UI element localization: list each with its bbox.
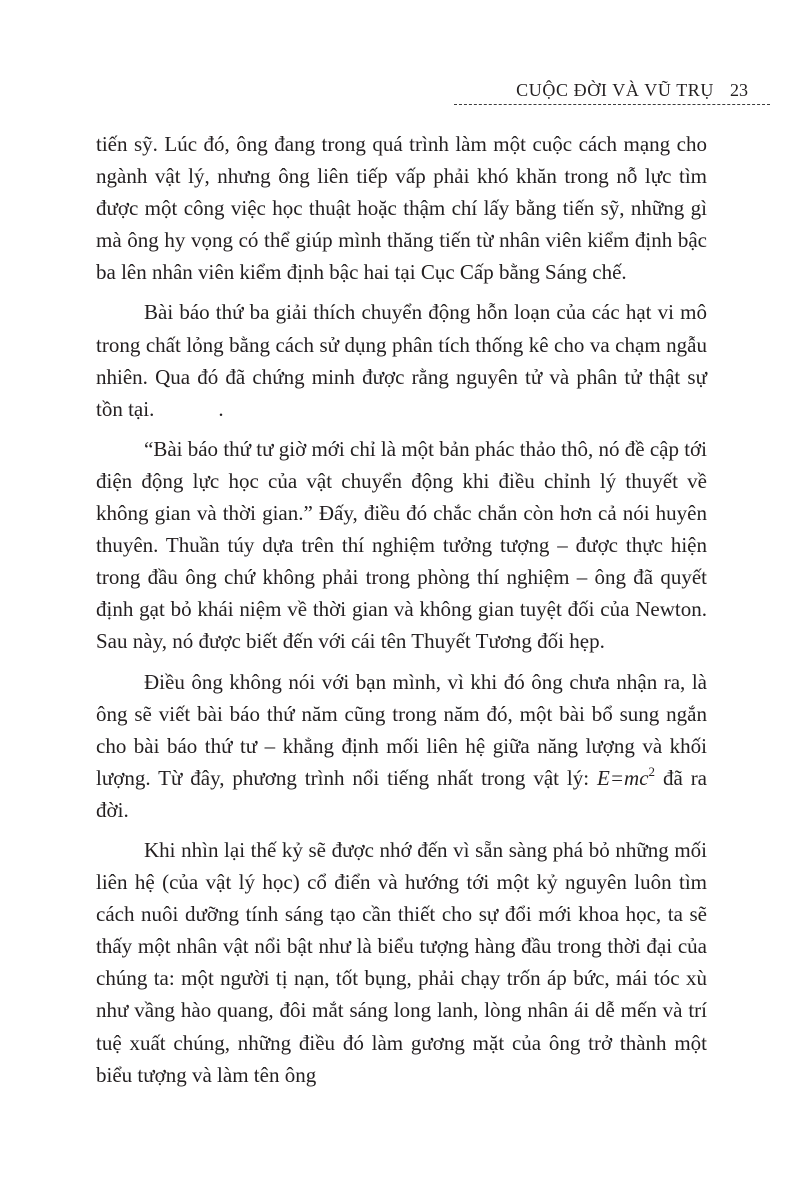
- paragraph-third-paper: [96, 296, 707, 424]
- paragraph-text: Khi nhìn lại thế kỷ sẽ được nhớ đến vì sẵn sàng phá bỏ những mối liên hệ (của vật lý học) cổ điển và hướng tới một kỷ nguyên luôn tìm cách nuôi dưỡng tính sáng tạo cần thiết cho sự đổi mới khoa học, ta sẽ thấy một nhân vật nổi bật như là biểu tượng hàng đầu trong thời đại của chúng ta: một người tị nạn, tốt bụng, phải chạy trốn áp bức, mái tóc xù như vầng hào quang, đôi mắt sáng long lanh, lòng nhân ái dễ mến và trí tuệ xuất chúng, những điều đó làm gương mặt của ông trở thành một biểu tượng và làm tên ông: [96, 837, 707, 1087]
- paragraph-text: tiến sỹ. Lúc đó, ông đang trong quá trình làm một cuộc cách mạng cho ngành vật lý, nhưng ông liên tiếp vấp phải khó khăn trong nỗ lực tìm được một công việc học thuật hoặc thậm chí lấy bằng tiến sỹ, những gì mà ông hy vọng có thể giúp mình thăng tiến từ nhân viên kiểm định bậc ba lên nhân viên kiểm định bậc hai tại Cục Cấp bằng Sáng chế.: [96, 132, 707, 285]
- paragraph-century-icon: [96, 834, 707, 1091]
- stray-print-mark: .: [218, 396, 224, 421]
- paragraph-text-after: đã ra đời.: [96, 765, 708, 822]
- formula-main: E=mc: [597, 765, 649, 790]
- body-text: [96, 128, 707, 1099]
- paragraph-text: Điều ông không nói với bạn mình, vì khi đó ông chưa nhận ra, là ông sẽ viết bài báo thứ năm cũng trong năm đó, một bài bổ sung ngắn cho bài báo thứ tư – khẳng định mối liên hệ giữa năng lượng và khối lượng. Từ đây, phương trình nổi tiếng nhất trong vật lý:: [96, 669, 707, 790]
- header-dotted-rule: [454, 104, 770, 105]
- paragraph-continuation: [96, 128, 707, 288]
- running-title: CUỘC ĐỜI VÀ VŨ TRỤ: [516, 80, 714, 100]
- page-number: 23: [730, 80, 748, 100]
- paragraph-text: Bài báo thứ ba giải thích chuyển động hỗn loạn của các hạt vi mô trong chất lỏng bằng cách sử dụng phân tích thống kê cho va chạm ngẫu nhiên. Qua đó đã chứng minh được rằng nguyên tử và phân tử thật sự tồn tại.: [96, 300, 707, 421]
- paragraph-fourth-paper: [96, 433, 707, 658]
- paragraph-fifth-paper: [96, 666, 707, 826]
- formula-exponent: 2: [648, 763, 656, 779]
- running-header: [454, 78, 770, 102]
- paragraph-text: “Bài báo thứ tư giờ mới chỉ là một bản phác thảo thô, nó đề cập tới điện động lực học của vật chuyển động khi điều chỉnh lý thuyết về không gian và thời gian.” Đấy, điều đó chắc chắn còn hơn cả nói huyên thuyên. Thuần túy dựa trên thí nghiệm tưởng tượng – được thực hiện trong đầu ông chứ không phải trong phòng thí nghiệm – ông đã quyết định gạt bỏ khái niệm về thời gian và không gian tuyệt đối của Newton. Sau này, nó được biết đến với cái tên Thuyết Tương đối hẹp.: [96, 436, 707, 654]
